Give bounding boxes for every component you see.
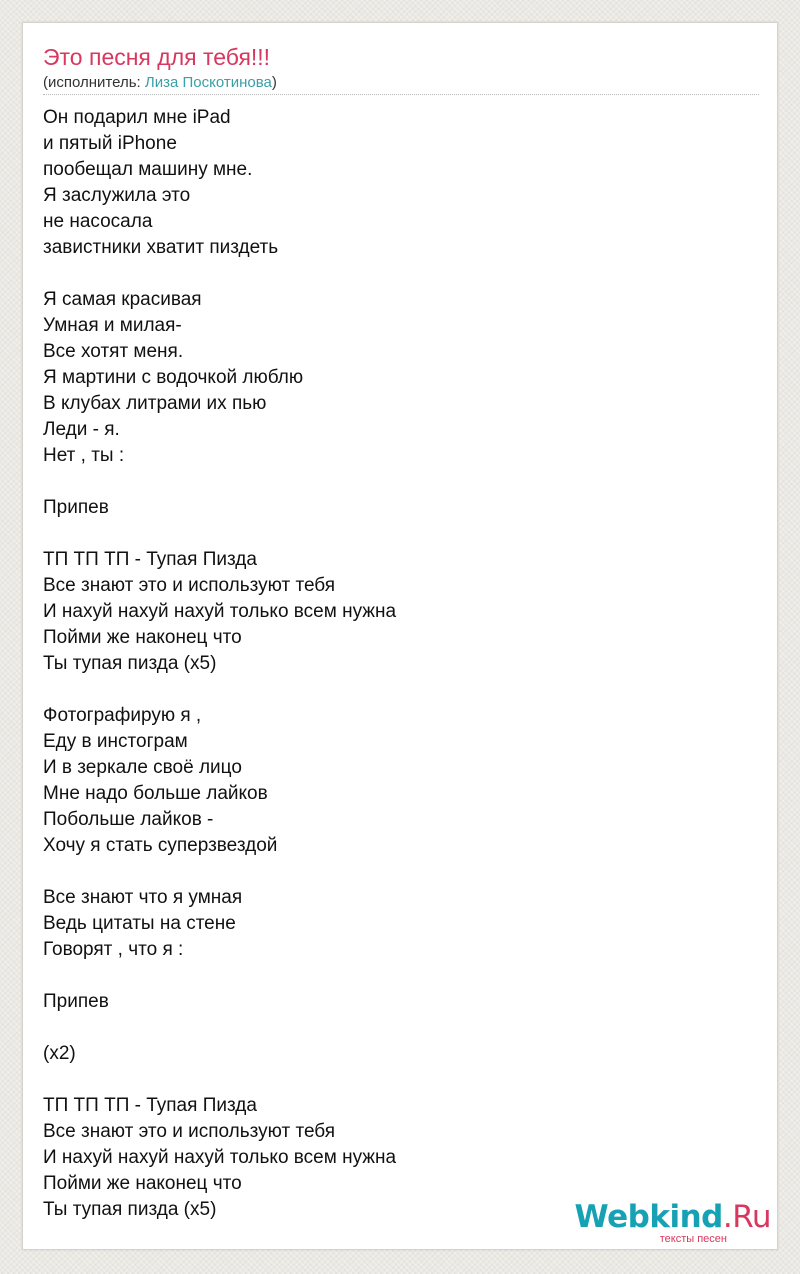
song-title: Это песня для тебя!!! <box>43 44 271 70</box>
lyric-line: Фотографирую я , <box>43 705 202 726</box>
lyric-line: Ведь цитаты на стене <box>43 913 236 934</box>
lyric-line: Я самая красивая <box>43 289 202 310</box>
lyric-line: ТП ТП ТП - Тупая Пизда <box>43 1095 257 1116</box>
lyric-line: И в зеркале своё лицо <box>43 757 242 778</box>
lyric-line <box>43 1015 743 1041</box>
artist-prefix: (исполнитель: <box>43 74 145 91</box>
lyric-line: Побольше лайков - <box>43 809 214 830</box>
lyric-line: И нахуй нахуй нахуй только всем нужна <box>43 601 397 622</box>
lyric-line: Хочу я стать суперзвездой <box>43 835 278 856</box>
lyrics-body <box>43 105 743 1223</box>
lyric-line: Ты тупая пизда (x5) <box>43 1199 217 1220</box>
lyric-line <box>43 261 743 287</box>
lyric-line: В клубах литрами их пью <box>43 393 267 414</box>
lyric-line <box>43 859 743 885</box>
artist-link[interactable]: Лиза Поскотинова <box>144 74 272 91</box>
lyrics-card <box>22 22 778 1250</box>
lyric-line: Нет , ты : <box>43 445 125 466</box>
lyric-line <box>43 677 743 703</box>
lyric-line: Леди - я. <box>43 419 120 440</box>
lyric-line: не насосала <box>43 211 153 232</box>
logo-tagline: тексты песен <box>659 1233 727 1245</box>
webkind-logo[interactable] <box>571 1199 771 1245</box>
lyric-line: завистники хватит пиздеть <box>43 237 279 258</box>
title-divider <box>43 94 759 95</box>
lyric-line: Все знают это и используют тебя <box>43 1121 336 1142</box>
lyric-line: (x2) <box>43 1043 76 1064</box>
lyric-line: Еду в инстограм <box>43 731 188 752</box>
lyric-line: пообещал машину мне. <box>43 159 253 180</box>
lyric-line: ТП ТП ТП - Тупая Пизда <box>43 549 257 570</box>
lyric-line <box>43 1067 743 1093</box>
lyric-line: Ты тупая пизда (x5) <box>43 653 217 674</box>
lyric-line <box>43 521 743 547</box>
lyric-line: Говорят , что я : <box>43 939 184 960</box>
lyric-line: Он подарил мне iPad <box>43 107 231 128</box>
lyric-line: Я заслужила это <box>43 185 191 206</box>
lyric-line: Припев <box>43 991 109 1012</box>
lyric-line <box>43 469 743 495</box>
lyric-line: Я мартини с водочкой люблю <box>43 367 304 388</box>
lyric-line: Пойми же наконец что <box>43 627 242 648</box>
artist-line <box>43 73 277 93</box>
lyric-line: и пятый iPhone <box>43 133 177 154</box>
logo-main-text: Webkind <box>574 1199 723 1235</box>
lyric-line: Все знают это и используют тебя <box>43 575 336 596</box>
logo-suffix: .Ru <box>722 1199 771 1235</box>
lyric-line: Все хотят меня. <box>43 341 184 362</box>
lyric-line: Припев <box>43 497 109 518</box>
lyric-line: Мне надо больше лайков <box>43 783 268 804</box>
logo-wordmark <box>575 1199 771 1235</box>
lyric-line <box>43 963 743 989</box>
lyric-line: И нахуй нахуй нахуй только всем нужна <box>43 1147 397 1168</box>
lyric-line: Умная и милая- <box>43 315 182 336</box>
artist-suffix: ) <box>271 74 277 91</box>
lyric-line: Пойми же наконец что <box>43 1173 242 1194</box>
lyric-line: Все знают что я умная <box>43 887 243 908</box>
